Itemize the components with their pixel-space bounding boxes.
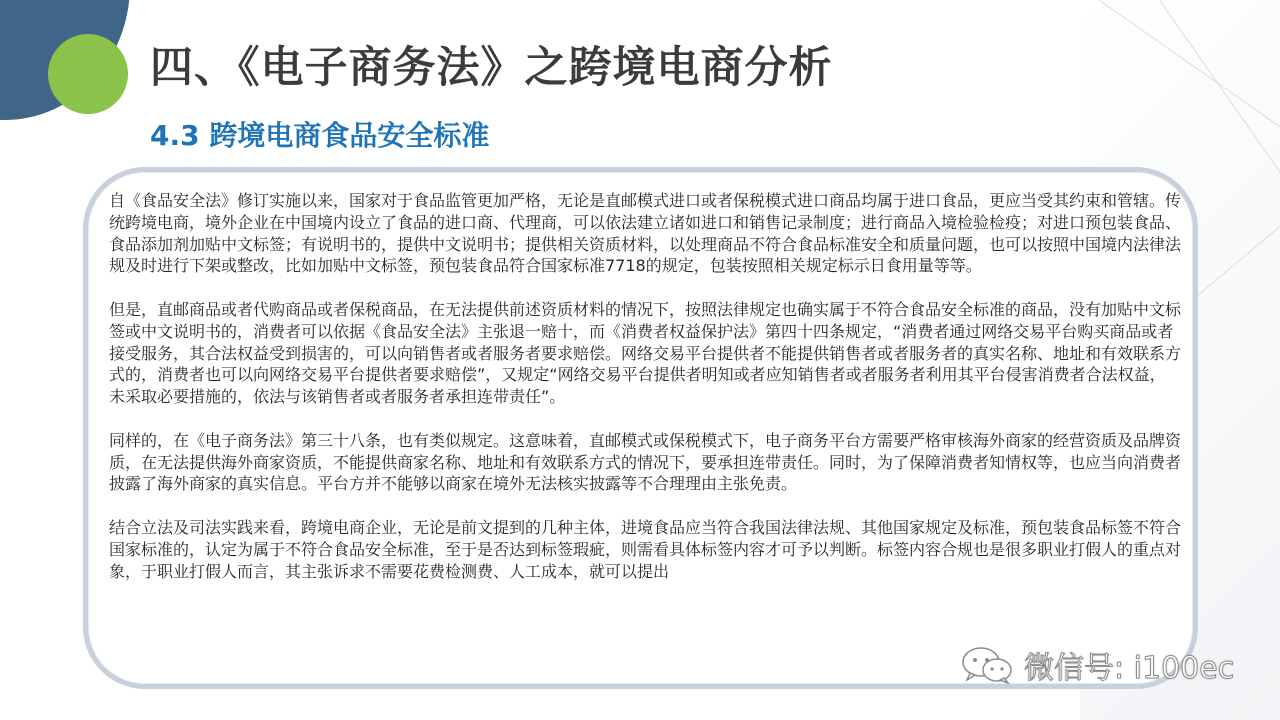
content-text <box>109 190 1181 604</box>
content-paragraph: 同样的，在《电子商务法》第三十八条，也有类似规定。这意味着，直邮模式或保税模式下，电子商务平台方需要严格审核海外商家的经营资质及品牌资质，在无法提供海外商家资质，不能提供商家名称、地址和有效联系方式的情况下，要承担连带责任。同时，为了保障消费者知情权等，也应当向消费者披露了海外商家的真实信息。平台方并不能够以商家在境外无法核实披露等不合理理由主张免责。 <box>109 430 1182 494</box>
slide-title: 四、《电子商务法》之跨境电商分析 <box>150 43 833 93</box>
content-box <box>83 167 1198 689</box>
watermark-text: 微信号: i100ec <box>1024 651 1235 686</box>
watermark <box>960 642 1234 688</box>
decorative-green-circle <box>48 34 128 114</box>
slide-subtitle: 4.3 跨境电商食品安全标准 <box>150 119 490 152</box>
content-paragraph: 自《食品安全法》修订实施以来，国家对于食品监管更加严格，无论是直邮模式进口或者保税模式进口商品均属于进口食品，更应当受其约束和管辖。传统跨境电商，境外企业在中国境内设立了食品的进口商、代理商，可以依法建立诸如进口和销售记录制度；进行商品入境检验检疫；对进口预包装食品、食品添加剂加贴中文标签；有说明书的，提供中文说明书；提供相关资质材料，以处理商品不符合食品标准安全和质量问题，也可以按照中国境内法律法规及时进行下架或整改，比如加贴中文标签，预包装食品符合国家标准7718的规定，包装按照相关规定标示日食用量等等。 <box>109 191 1182 276</box>
content-paragraph: 结合立法及司法实践来看，跨境电商企业，无论是前文提到的几种主体，进境食品应当符合我国法律法规、其他国家规定及标准，预包装食品标签不符合国家标准的，认定为属于不符合食品安全标准，至于是否达到标签瑕疵，则需看具体标签内容才可予以判断。标签内容合规也是很多职业打假人的重点对象，于职业打假人而言，其主张诉求不需要花费检测费、人工成本，就可以提出 <box>109 517 1182 581</box>
content-paragraph: 但是，直邮商品或者代购商品或者保税商品，在无法提供前述资质材料的情况下，按照法律规定也确实属于不符合食品安全标准的商品，没有加贴中文标签或中文说明书的，消费者可以依据《食品安全法》主张退一赔十，而《消费者权益保护法》第四十四条规定，“消费者通过网络交易平台购买商品或者接受服务，其合法权益受到损害的，可以向销售者或者服务者要求赔偿。网络交易平台提供者不能提供销售者或者服务者的真实名称、地址和有效联系方式的，消费者也可以向网络交易平台提供者要求赔偿”，又规定“网络交易平台提供者明知或者应知销售者或者服务者利用其平台侵害消费者合法权益，未采取必要措施的，依法与该销售者或者服务者承担连带责任”。 <box>109 299 1182 407</box>
wechat-icon <box>960 645 1014 685</box>
